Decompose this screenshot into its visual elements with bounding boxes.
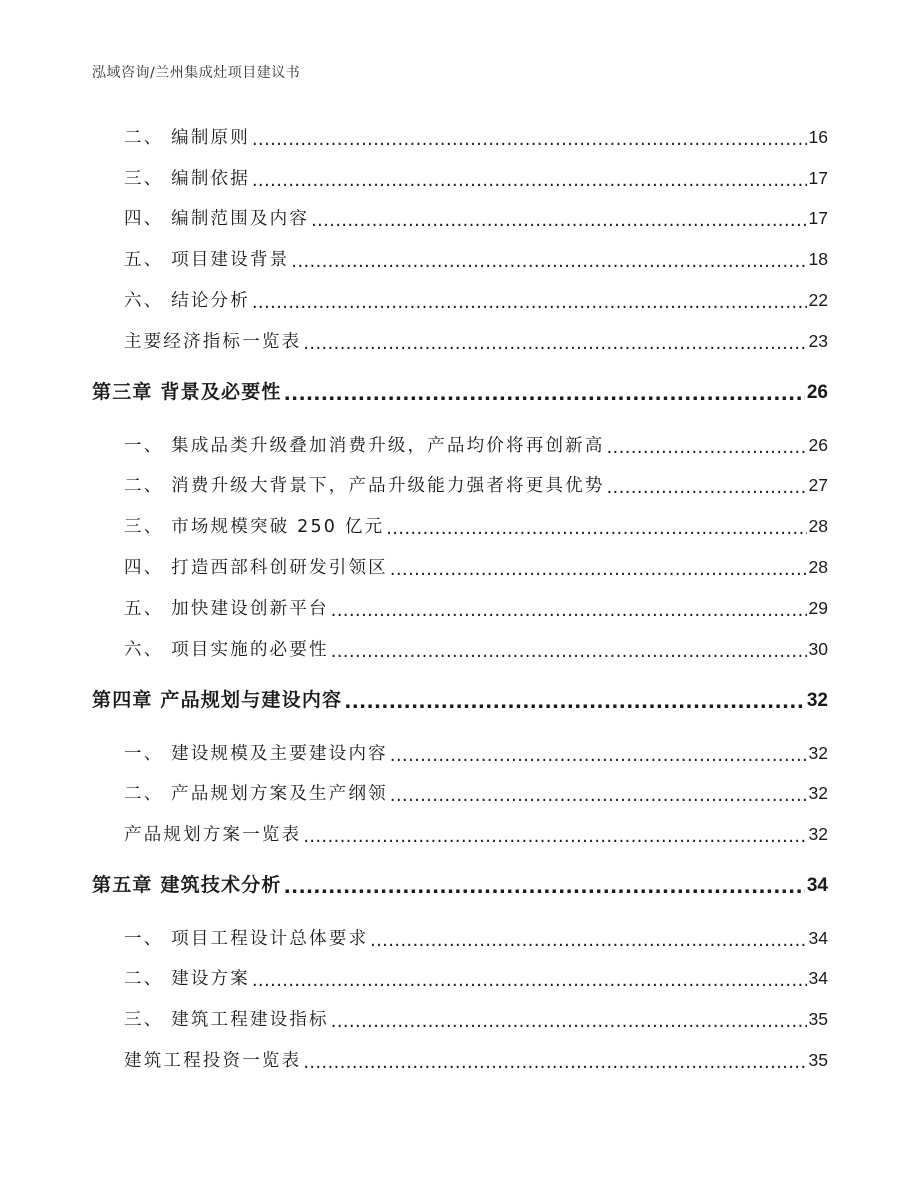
toc-dot-leader xyxy=(607,438,807,456)
toc-page-number: 18 xyxy=(808,249,828,269)
toc-page-number: 30 xyxy=(808,639,828,659)
toc-dot-leader xyxy=(303,827,806,845)
toc-page-number: 32 xyxy=(808,743,828,763)
toc-entry[interactable] xyxy=(124,124,828,149)
toc-page-number: 16 xyxy=(808,127,828,147)
toc-entry[interactable] xyxy=(124,740,828,765)
toc-dot-leader xyxy=(252,171,807,189)
toc-dot-leader xyxy=(390,786,807,804)
toc-entry-label: 产品规划方案一览表 xyxy=(124,825,302,845)
toc-page-number: 35 xyxy=(808,1009,828,1029)
toc-page-number: 17 xyxy=(808,168,828,188)
toc-page-number: 32 xyxy=(806,690,828,711)
toc-entry[interactable] xyxy=(124,554,828,579)
toc-entry[interactable] xyxy=(124,780,828,805)
toc-entry-label: 二、 编制原则 xyxy=(124,128,250,148)
toc-entry-label: 一、 项目工程设计总体要求 xyxy=(124,929,369,949)
toc-dot-leader xyxy=(331,1012,807,1030)
toc-dot-leader xyxy=(607,478,807,496)
toc-entry[interactable] xyxy=(124,205,828,230)
toc-page-number: 32 xyxy=(808,783,828,803)
toc-entry-label: 二、 建设方案 xyxy=(124,969,250,989)
toc-entry[interactable] xyxy=(124,636,828,661)
toc-page-number: 34 xyxy=(808,928,828,948)
toc-dot-leader xyxy=(331,601,807,619)
toc-page-number: 28 xyxy=(808,516,828,536)
toc-dot-leader xyxy=(284,383,805,402)
toc-page-number: 17 xyxy=(808,208,828,228)
toc-dot-leader xyxy=(331,642,807,660)
toc-dot-leader xyxy=(390,746,807,764)
toc-entry-label: 三、 市场规模突破 250 亿元 xyxy=(124,517,385,537)
toc-entry-label: 二、 消费升级大背景下，产品升级能力强者将更具优势 xyxy=(124,476,605,496)
toc-entry[interactable] xyxy=(124,821,828,846)
header-divider xyxy=(92,88,828,89)
toc-entry-label: 三、 编制依据 xyxy=(124,169,250,189)
toc-entry-label: 五、 加快建设创新平台 xyxy=(124,599,329,619)
running-header: 泓域咨询/兰州集成灶项目建议书 xyxy=(92,65,301,81)
toc-entry[interactable] xyxy=(124,1006,828,1031)
toc-page-number: 34 xyxy=(806,875,828,896)
toc-dot-leader xyxy=(303,1053,806,1071)
toc-entry[interactable] xyxy=(124,965,828,990)
toc-entry-label: 三、 建筑工程建设指标 xyxy=(124,1010,329,1030)
toc-dot-leader xyxy=(344,691,805,710)
toc-entry[interactable] xyxy=(124,513,828,538)
toc-dot-leader xyxy=(252,971,807,989)
toc-entry-label: 一、 建设规模及主要建设内容 xyxy=(124,744,388,764)
toc-dot-leader xyxy=(291,252,806,270)
toc-entry[interactable] xyxy=(124,1047,828,1072)
toc-page-number: 34 xyxy=(808,968,828,988)
toc-entry[interactable] xyxy=(124,246,828,271)
toc-dot-leader xyxy=(390,560,807,578)
toc-dot-leader xyxy=(311,211,806,229)
toc-chapter-entry[interactable] xyxy=(92,377,828,404)
toc-page-number: 23 xyxy=(808,331,828,351)
toc-entry-label: 一、 集成品类升级叠加消费升级，产品均价将再创新高 xyxy=(124,436,605,456)
toc-dot-leader xyxy=(252,293,807,311)
toc-entry[interactable] xyxy=(124,287,828,312)
toc-page-number: 29 xyxy=(808,598,828,618)
toc-dot-leader xyxy=(252,130,807,148)
toc-dot-leader xyxy=(303,334,806,352)
toc-page-number: 32 xyxy=(808,824,828,844)
toc-chapter-entry[interactable] xyxy=(92,870,828,897)
toc-entry[interactable] xyxy=(124,472,828,497)
toc-entry-label: 五、 项目建设背景 xyxy=(124,250,290,270)
toc-entry-label: 主要经济指标一览表 xyxy=(124,332,302,352)
toc-entry[interactable] xyxy=(124,328,828,353)
toc-entry[interactable] xyxy=(124,432,828,457)
toc-page-number: 22 xyxy=(808,290,828,310)
toc-chapter-entry[interactable] xyxy=(92,685,828,712)
toc-page-number: 35 xyxy=(808,1050,828,1070)
toc-dot-leader xyxy=(386,519,806,537)
toc-entry[interactable] xyxy=(124,925,828,950)
toc-entry[interactable] xyxy=(124,595,828,620)
toc-page-number: 27 xyxy=(808,475,828,495)
toc-entry-label: 建筑工程投资一览表 xyxy=(124,1051,302,1071)
toc-page-number: 26 xyxy=(806,382,828,403)
toc-entry-label: 二、 产品规划方案及生产纲领 xyxy=(124,784,388,804)
toc-chapter-label: 第四章 产品规划与建设内容 xyxy=(92,689,343,711)
toc-entry-label: 六、 项目实施的必要性 xyxy=(124,640,329,660)
toc-entry-label: 六、 结论分析 xyxy=(124,291,250,311)
toc-dot-leader xyxy=(370,931,806,949)
toc-page-number: 28 xyxy=(808,557,828,577)
toc-dot-leader xyxy=(284,876,805,895)
toc-chapter-label: 第三章 背景及必要性 xyxy=(92,381,282,403)
toc-entry-label: 四、 编制范围及内容 xyxy=(124,209,310,229)
toc-entry[interactable] xyxy=(124,165,828,190)
toc-page-number: 26 xyxy=(808,435,828,455)
toc-entry-label: 四、 打造西部科创研发引领区 xyxy=(124,558,388,578)
toc-chapter-label: 第五章 建筑技术分析 xyxy=(92,874,282,896)
